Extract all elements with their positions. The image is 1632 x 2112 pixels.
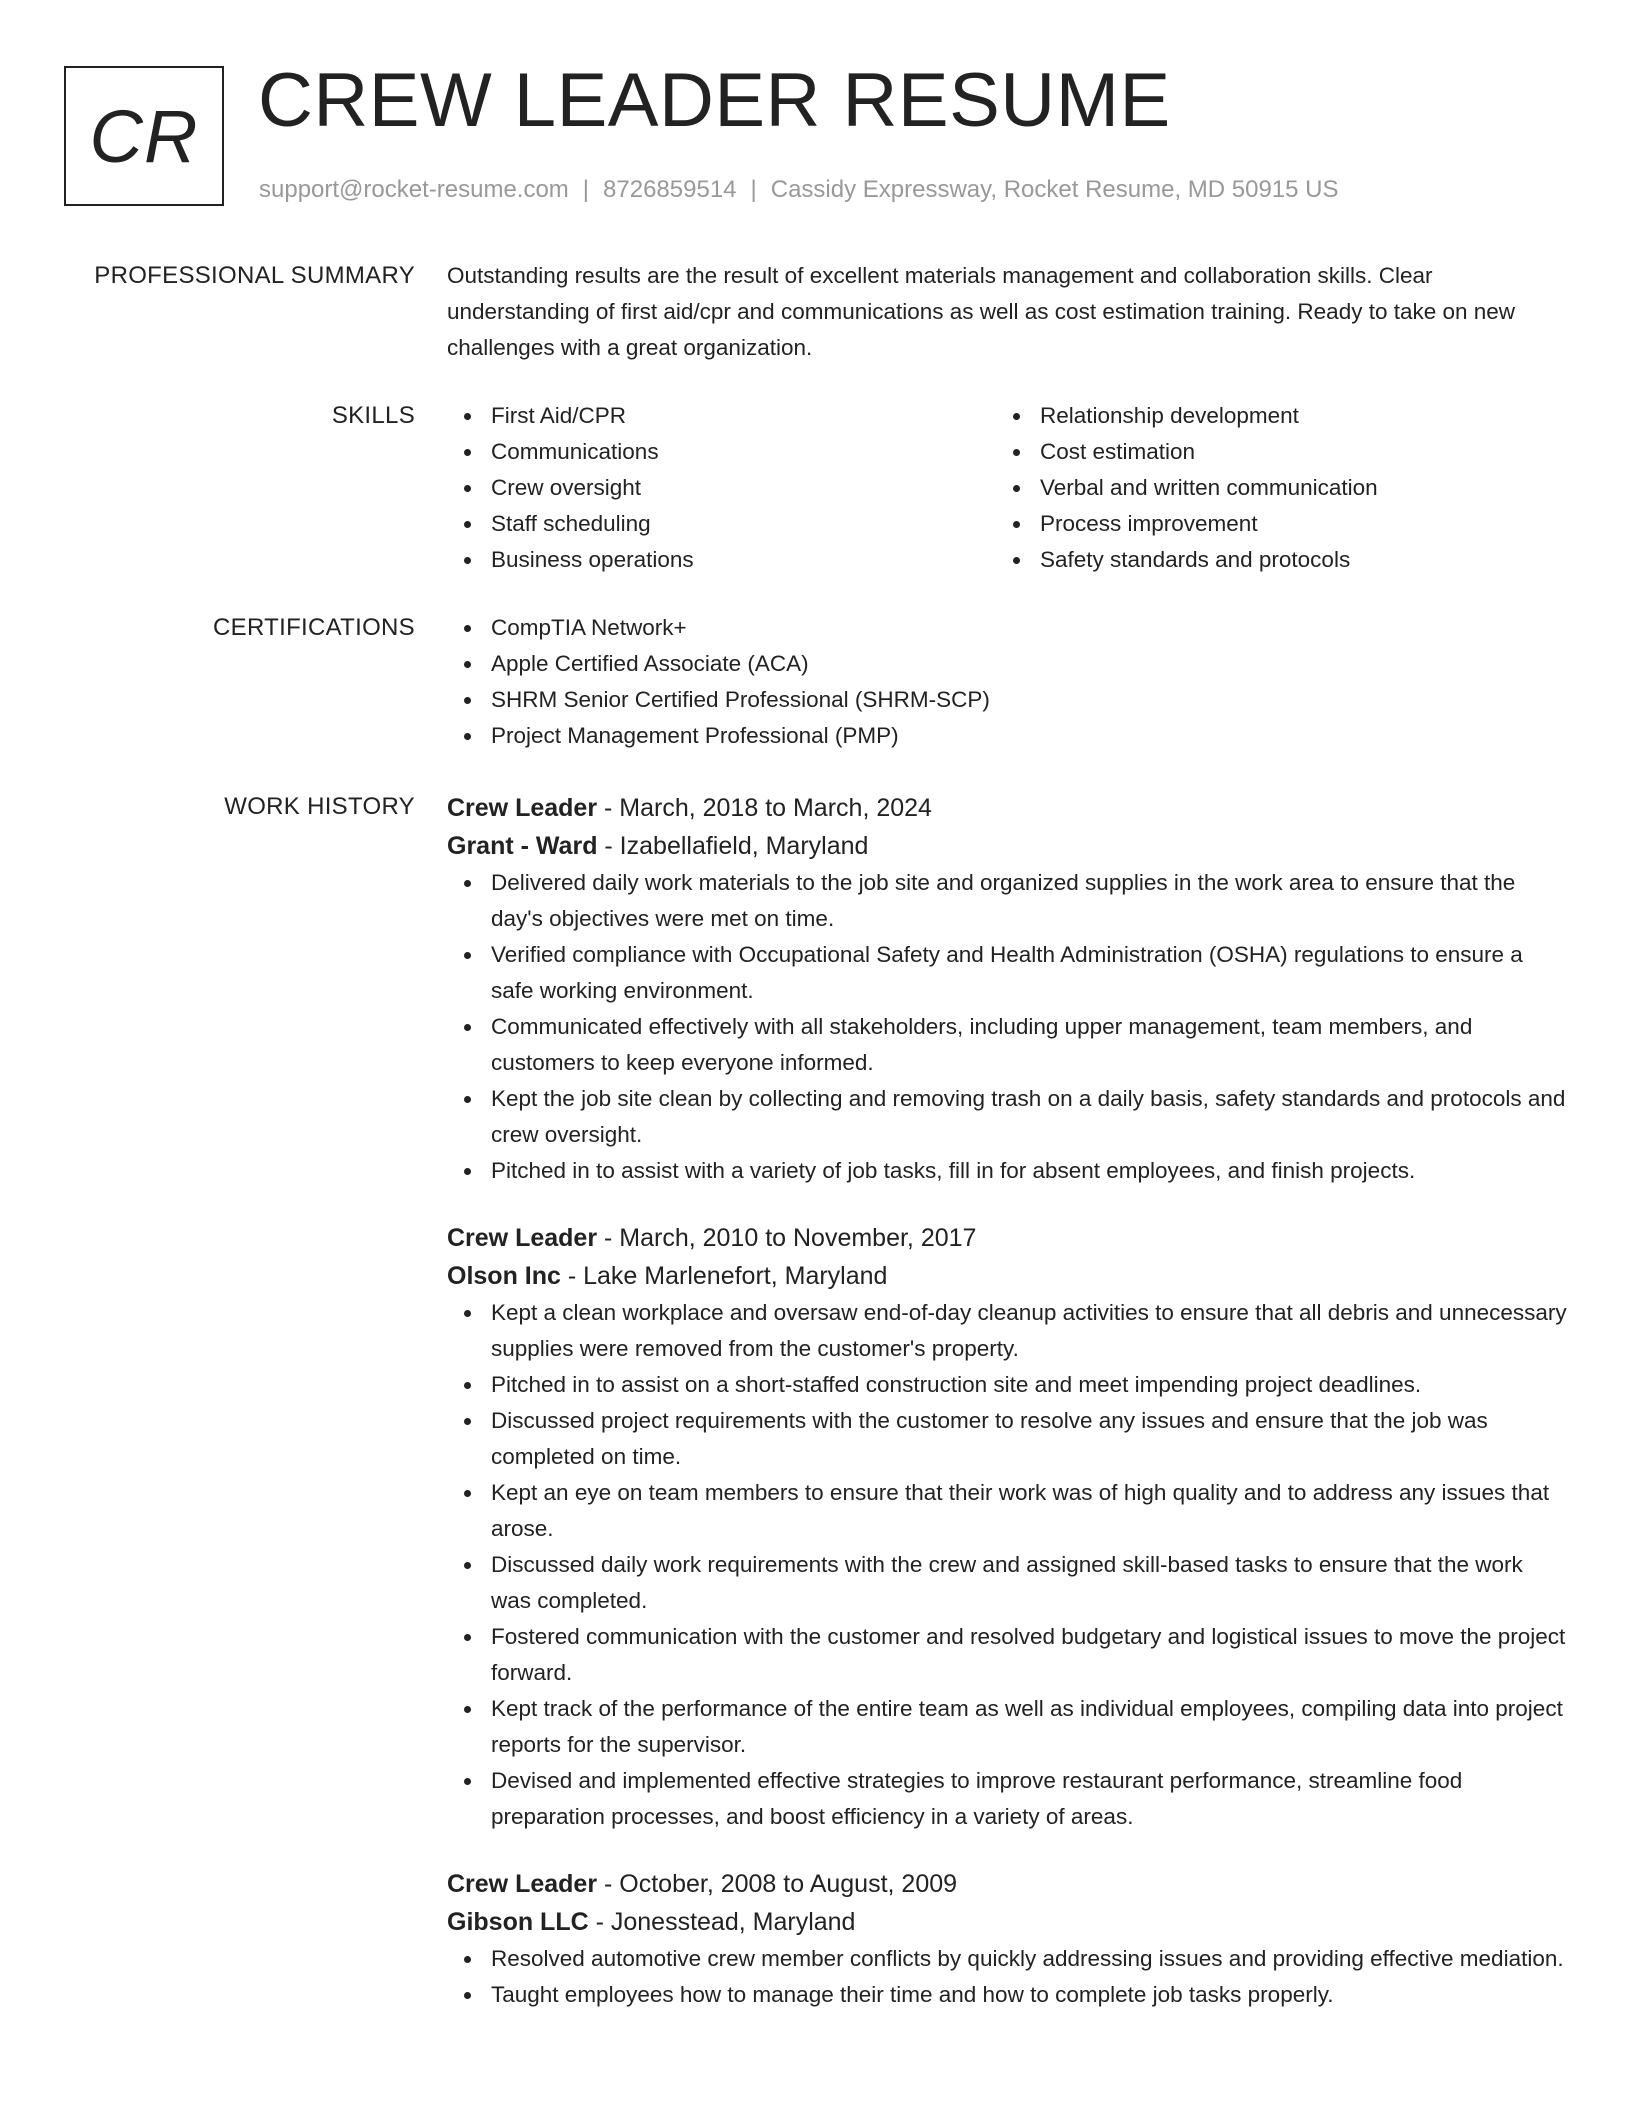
skill-item: Verbal and written communication: [996, 470, 1545, 506]
job-duty-item: Kept a clean workplace and oversaw end-of-day cleanup activities to ensure that all debris and unnecessary supplies were removed from the customer's property.: [447, 1295, 1567, 1367]
job-duty-item: Kept track of the performance of the entire team as well as individual employees, compiling data into project reports for the supervisor.: [447, 1691, 1567, 1763]
skill-item: First Aid/CPR: [447, 398, 996, 434]
job-dates: - March, 2018 to March, 2024: [597, 794, 932, 822]
skill-item: Crew oversight: [447, 470, 996, 506]
job-duty-item: Devised and implemented effective strategies to improve restaurant performance, streamline food preparation processes, and boost efficiency in a variety of areas.: [447, 1763, 1567, 1835]
job-duty-item: Kept an eye on team members to ensure that their work was of high quality and to address any issues that arose.: [447, 1475, 1567, 1547]
contact-phone: 8726859514: [603, 176, 737, 203]
job-dates: - March, 2010 to November, 2017: [597, 1224, 977, 1252]
job-title-line: [447, 1219, 1567, 1257]
contact-line: [259, 174, 1339, 206]
section-label-skills: SKILLS: [331, 402, 415, 429]
job-title: Crew Leader: [447, 794, 598, 822]
skill-item: Communications: [447, 434, 996, 470]
job-location: - Lake Marlenefort, Maryland: [560, 1262, 888, 1290]
job-company: Grant - Ward: [447, 832, 598, 860]
skills-list-right: [996, 398, 1545, 578]
work-history-body: [447, 789, 1567, 2043]
job-duty-item: Resolved automotive crew member conflicts by quickly addressing issues and providing effective mediation.: [447, 1941, 1567, 1977]
monogram-box: [64, 66, 224, 206]
certifications-body: [447, 610, 1567, 754]
job-location: - Izabellafield, Maryland: [597, 832, 869, 860]
section-label-summary: PROFESSIONAL SUMMARY: [94, 262, 415, 289]
contact-address: Cassidy Expressway, Rocket Resume, MD 50915 US: [770, 176, 1339, 203]
job-title: Crew Leader: [447, 1870, 598, 1898]
contact-email: support@rocket-resume.com: [259, 176, 569, 203]
skill-item: Safety standards and protocols: [996, 542, 1545, 578]
job-title-line: [447, 1865, 1567, 1903]
section-label-work-history: WORK HISTORY: [224, 793, 415, 820]
resume-title: CREW LEADER RESUME: [258, 58, 1171, 143]
job-company: Gibson LLC: [447, 1908, 589, 1936]
skills-column-right: [996, 398, 1545, 578]
summary-text: Outstanding results are the result of excellent materials management and collaboration skills. Clear understanding of first aid/cpr and communications as well as cost estimation training. Ready to take on new challenges with a great organization.: [447, 263, 1516, 360]
skills-list-left: [447, 398, 996, 578]
certification-item: SHRM Senior Certified Professional (SHRM-SCP): [447, 682, 1567, 718]
job-duty-item: Verified compliance with Occupational Safety and Health Administration (OSHA) regulations to ensure a safe working environment.: [447, 937, 1567, 1009]
job-duty-item: Pitched in to assist on a short-staffed construction site and meet impending project deadlines.: [447, 1367, 1567, 1403]
monogram-initials: CR: [89, 94, 199, 178]
job-duties-list: [447, 1295, 1567, 1835]
job-duty-item: Discussed project requirements with the customer to resolve any issues and ensure that the job was completed on time.: [447, 1403, 1567, 1475]
job-company-line: [447, 1257, 1567, 1295]
skill-item: Relationship development: [996, 398, 1545, 434]
contact-separator: |: [750, 176, 757, 203]
job-location: - Jonesstead, Maryland: [588, 1908, 856, 1936]
certification-item: Apple Certified Associate (ACA): [447, 646, 1567, 682]
job-entry: [447, 1219, 1567, 1835]
job-duty-item: Discussed daily work requirements with the crew and assigned skill-based tasks to ensure that the work was completed.: [447, 1547, 1567, 1619]
job-dates: - October, 2008 to August, 2009: [597, 1870, 958, 1898]
job-duty-item: Delivered daily work materials to the job site and organized supplies in the work area to ensure that the day's objectives were met on time.: [447, 865, 1567, 937]
job-title-line: [447, 789, 1567, 827]
job-company-line: [447, 827, 1567, 865]
job-title: Crew Leader: [447, 1224, 598, 1252]
job-duty-item: Communicated effectively with all stakeholders, including upper management, team members, and customers to keep everyone informed.: [447, 1009, 1567, 1081]
certifications-list: [447, 610, 1567, 754]
job-entry: [447, 1865, 1567, 2013]
skills-columns: [447, 398, 1567, 578]
skill-item: Staff scheduling: [447, 506, 996, 542]
certification-item: Project Management Professional (PMP): [447, 718, 1567, 754]
contact-separator: |: [582, 176, 590, 203]
job-company: Olson Inc: [447, 1262, 561, 1290]
certification-item: CompTIA Network+: [447, 610, 1567, 646]
job-entry: [447, 789, 1567, 1189]
job-duty-item: Fostered communication with the customer and resolved budgetary and logistical issues to move the project forward.: [447, 1619, 1567, 1691]
job-duty-item: Kept the job site clean by collecting and removing trash on a daily basis, safety standards and protocols and crew oversight.: [447, 1081, 1567, 1153]
skill-item: Business operations: [447, 542, 996, 578]
job-duties-list: [447, 1941, 1567, 2013]
job-duty-item: Taught employees how to manage their time and how to complete job tasks properly.: [447, 1977, 1567, 2013]
skill-item: Process improvement: [996, 506, 1545, 542]
job-duties-list: [447, 865, 1567, 1189]
skill-item: Cost estimation: [996, 434, 1545, 470]
job-company-line: [447, 1903, 1567, 1941]
skills-column-left: [447, 398, 996, 578]
section-label-certifications: CERTIFICATIONS: [213, 614, 415, 641]
job-duty-item: Pitched in to assist with a variety of job tasks, fill in for absent employees, and finish projects.: [447, 1153, 1567, 1189]
